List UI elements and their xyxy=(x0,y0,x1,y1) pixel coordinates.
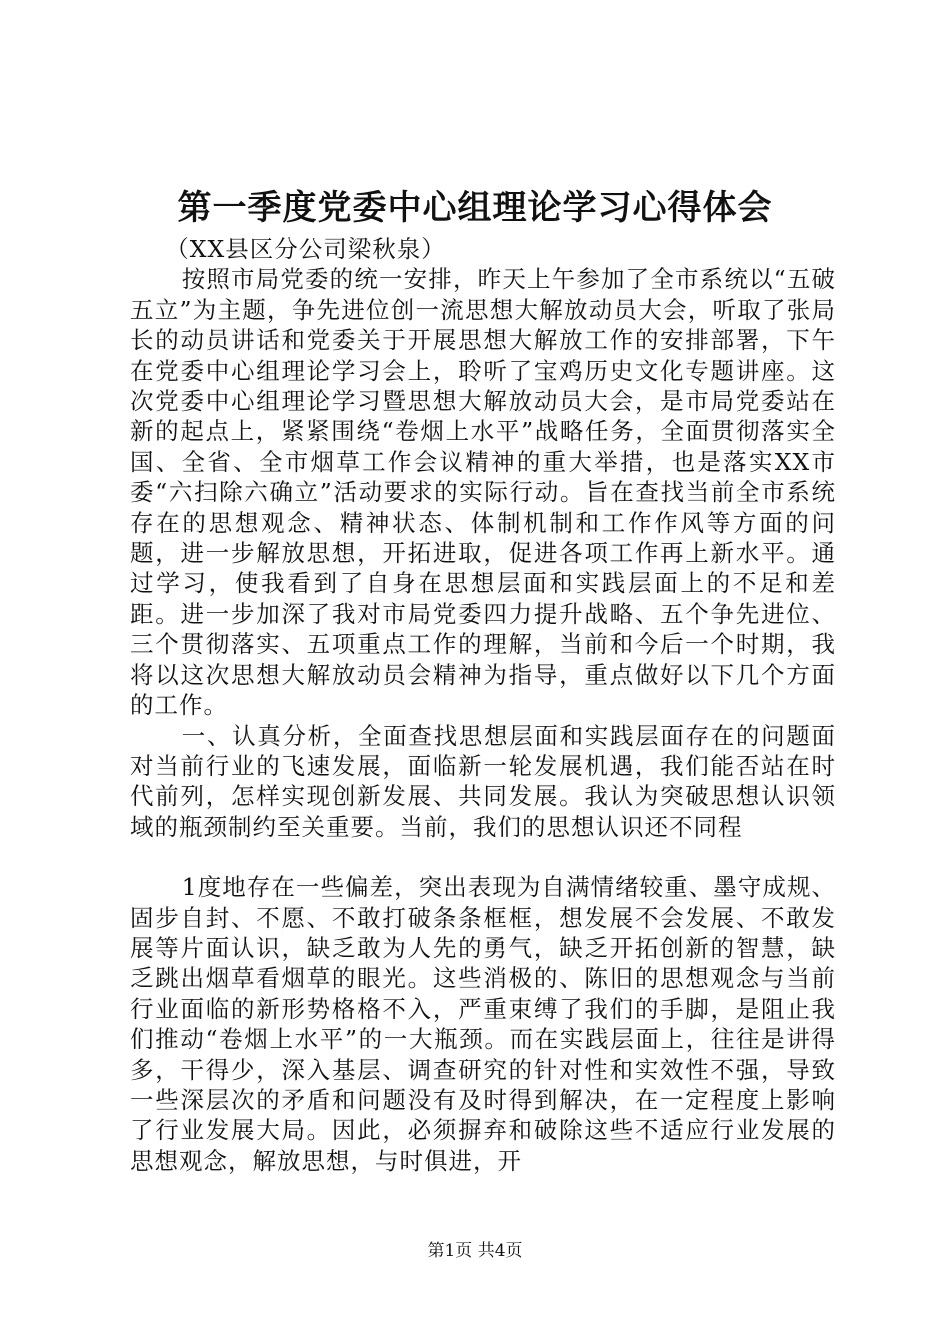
document-title: 第一季度党委中心组理论学习心得体会 xyxy=(177,188,773,228)
paragraph-section-one: 一、认真分析，全面查找思想层面和实践层面存在的问题面对当前行业的飞速发展，面临新一轮发展机遇，我们能否站在时代前列，怎样实现创新发展、共同发展。我认为突破思想认识领域的瓶颈制约至关重要。当前，我们的思想认识还不同程 xyxy=(130,721,836,841)
author-line: （XX县区分公司梁秋泉） xyxy=(165,235,446,263)
paragraph-intro: 按照市局党委的统一安排，昨天上午参加了全市系统以“五破五立”为主题，争先进位创一流思想大解放动员大会，听取了张局长的动员讲话和党委关于开展思想大解放工作的安排部署，下午在党委中心组理论学习会上，聆听了宝鸡历史文化专题讲座。这次党委中心组理论学习暨思想大解放动员大会，是市局党委站在新的起点上，紧紧围绕“卷烟上水平”战略任务，全面贯彻落实全国、全省、全市烟草工作会议精神的重大举措，也是落实XX市委“六扫除六确立”活动要求的实际行动。旨在查找当前全市系统存在的思想观念、精神状态、体制机制和工作作风等方面的问题，进一步解放思想，开拓进取，促进各项工作再上新水平。通过学习，使我看到了自身在思想层面和实践层面上的不足和差距。进一步加深了我对市局党委四力提升战略、五个争先进位、三个贯彻落实、五项重点工作的理解，当前和今后一个时期，我将以这次思想大解放动员会精神为指导，重点做好以下几个方面的工作。 xyxy=(130,265,836,720)
paragraph-continuation: 1度地存在一些偏差，突出表现为自满情绪较重、墨守成规、固步自封、不愿、不敢打破条条框框，想发展不会发展、不敢发展等片面认识，缺乏敢为人先的勇气，缺乏开拓创新的智慧，缺乏跳出烟草看烟草的眼光。这些消极的、陈旧的思想观念与当前行业面临的新形势格格不入，严重束缚了我们的手脚，是阻止我们推动“卷烟上水平”的一大瓶颈。而在实践层面上，往往是讲得多，干得少，深入基层、调查研究的针对性和实效性不强，导致一些深层次的矛盾和问题没有及时得到解决，在一定程度上影响了行业发展大局。因此，必须摒弃和破除这些不适应行业发展的思想观念，解放思想，与时俱进，开 xyxy=(130,873,836,1175)
document-body xyxy=(130,234,836,1176)
page-footer: 第1页 共4页 xyxy=(427,1241,523,1261)
